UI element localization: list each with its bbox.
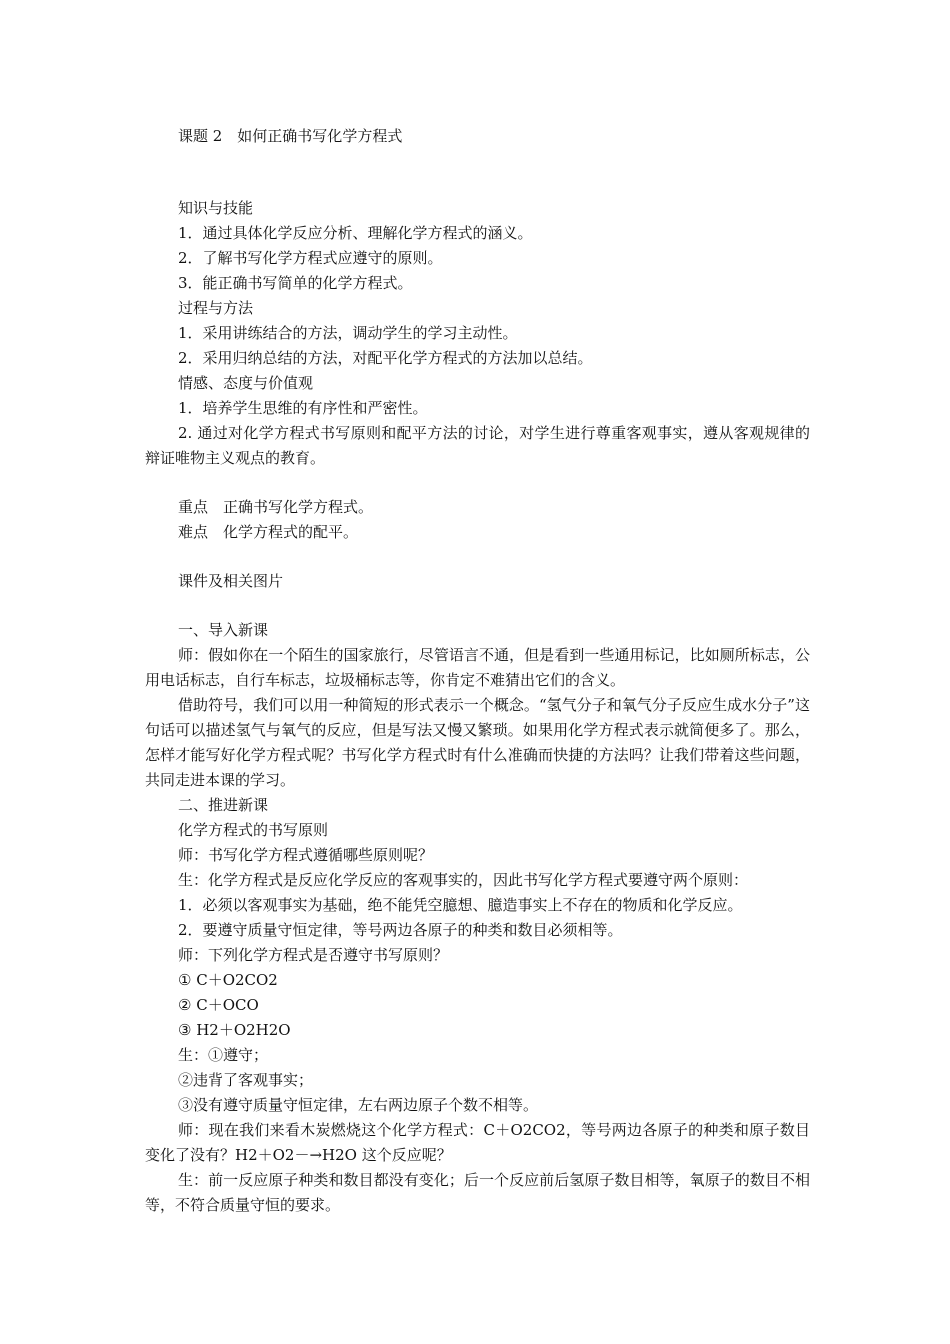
spacer (145, 471, 810, 495)
lesson-paragraph: 师：假如你在一个陌生的国家旅行，尽管语言不通，但是看到一些通用标记，比如厕所标志，公用电话标志，自行车标志，垃圾桶标志等，你肯定不难猜出它们的含义。 (145, 646, 810, 689)
knowledge-item: 1．通过具体化学反应分析、理解化学方程式的涵义。 (178, 224, 533, 242)
teacher-question: 师：下列化学方程式是否遵守书写原则？ (178, 946, 449, 964)
equation: ③ H2＋O2H2O (178, 1021, 291, 1039)
difficulty: 难点 化学方程式的配平。 (178, 523, 359, 541)
section-heading: 一、导入新课 (178, 621, 269, 639)
teacher-question: 师：现在我们来看木炭燃烧这个化学方程式：C＋O2CO2，等号两边各原子的种类和原子数目变化了没有？H2＋O2－→H2O 这个反应呢？ (145, 1121, 810, 1164)
knowledge-item: 3．能正确书写简单的化学方程式。 (178, 274, 413, 292)
student-answer: ③没有遵守质量守恒定律，左右两边原子个数不相等。 (178, 1096, 539, 1114)
spacer (145, 594, 810, 618)
page-title: 课题 2 如何正确书写化学方程式 (178, 127, 403, 145)
attitude-item: 1．培养学生思维的有序性和严密性。 (178, 399, 428, 417)
attitude-heading: 情感、态度与价值观 (178, 374, 314, 392)
section-heading: 二、推进新课 (178, 796, 269, 814)
equation: ① C＋O2CO2 (178, 971, 278, 989)
equation: ② C＋OCO (178, 996, 259, 1014)
process-item: 2．采用归纳总结的方法，对配平化学方程式的方法加以总结。 (178, 349, 593, 367)
process-heading: 过程与方法 (178, 299, 254, 317)
spacer (145, 545, 810, 569)
knowledge-heading: 知识与技能 (178, 199, 254, 217)
rule-item: 2．要遵守质量守恒定律，等号两边各原子的种类和数目必须相等。 (178, 921, 623, 939)
knowledge-item: 2．了解书写化学方程式应遵守的原则。 (178, 249, 443, 267)
student-answer: 生：①遵守； (178, 1046, 269, 1064)
attitude-item: 2. 通过对化学方程式书写原则和配平方法的讨论，对学生进行尊重客观事实，遵从客观规律的辩证唯物主义观点的教育。 (145, 424, 810, 467)
teacher-question: 师：书写化学方程式遵循哪些原则呢？ (178, 846, 434, 864)
subheading: 化学方程式的书写原则 (178, 821, 329, 839)
student-answer: 生：化学方程式是反应化学反应的客观事实的，因此书写化学方程式要遵守两个原则： (178, 871, 749, 889)
materials: 课件及相关图片 (178, 572, 284, 590)
document-body (145, 124, 810, 1218)
rule-item: 1．必须以客观事实为基础，绝不能凭空臆想、臆造事实上不存在的物质和化学反应。 (178, 896, 743, 914)
lesson-paragraph: 借助符号，我们可以用一种简短的形式表示一个概念。“氢气分子和氧气分子反应生成水分子”这句话可以描述氢气与氧气的反应，但是写法又慢又繁琐。如果用化学方程式表示就简便多了。那么，怎样才能写好化学方程式呢？书写化学方程式时有什么准确而快捷的方法吗？让我们带着这些问题，共同走进本课的学习。 (145, 696, 810, 789)
key-point: 重点 正确书写化学方程式。 (178, 498, 374, 516)
student-answer: 生：前一反应原子种类和数目都没有变化；后一个反应前后氢原子数目相等，氧原子的数目不相等，不符合质量守恒的要求。 (145, 1171, 810, 1214)
student-answer: ②违背了客观事实； (178, 1071, 314, 1089)
process-item: 1．采用讲练结合的方法，调动学生的学习主动性。 (178, 324, 518, 342)
